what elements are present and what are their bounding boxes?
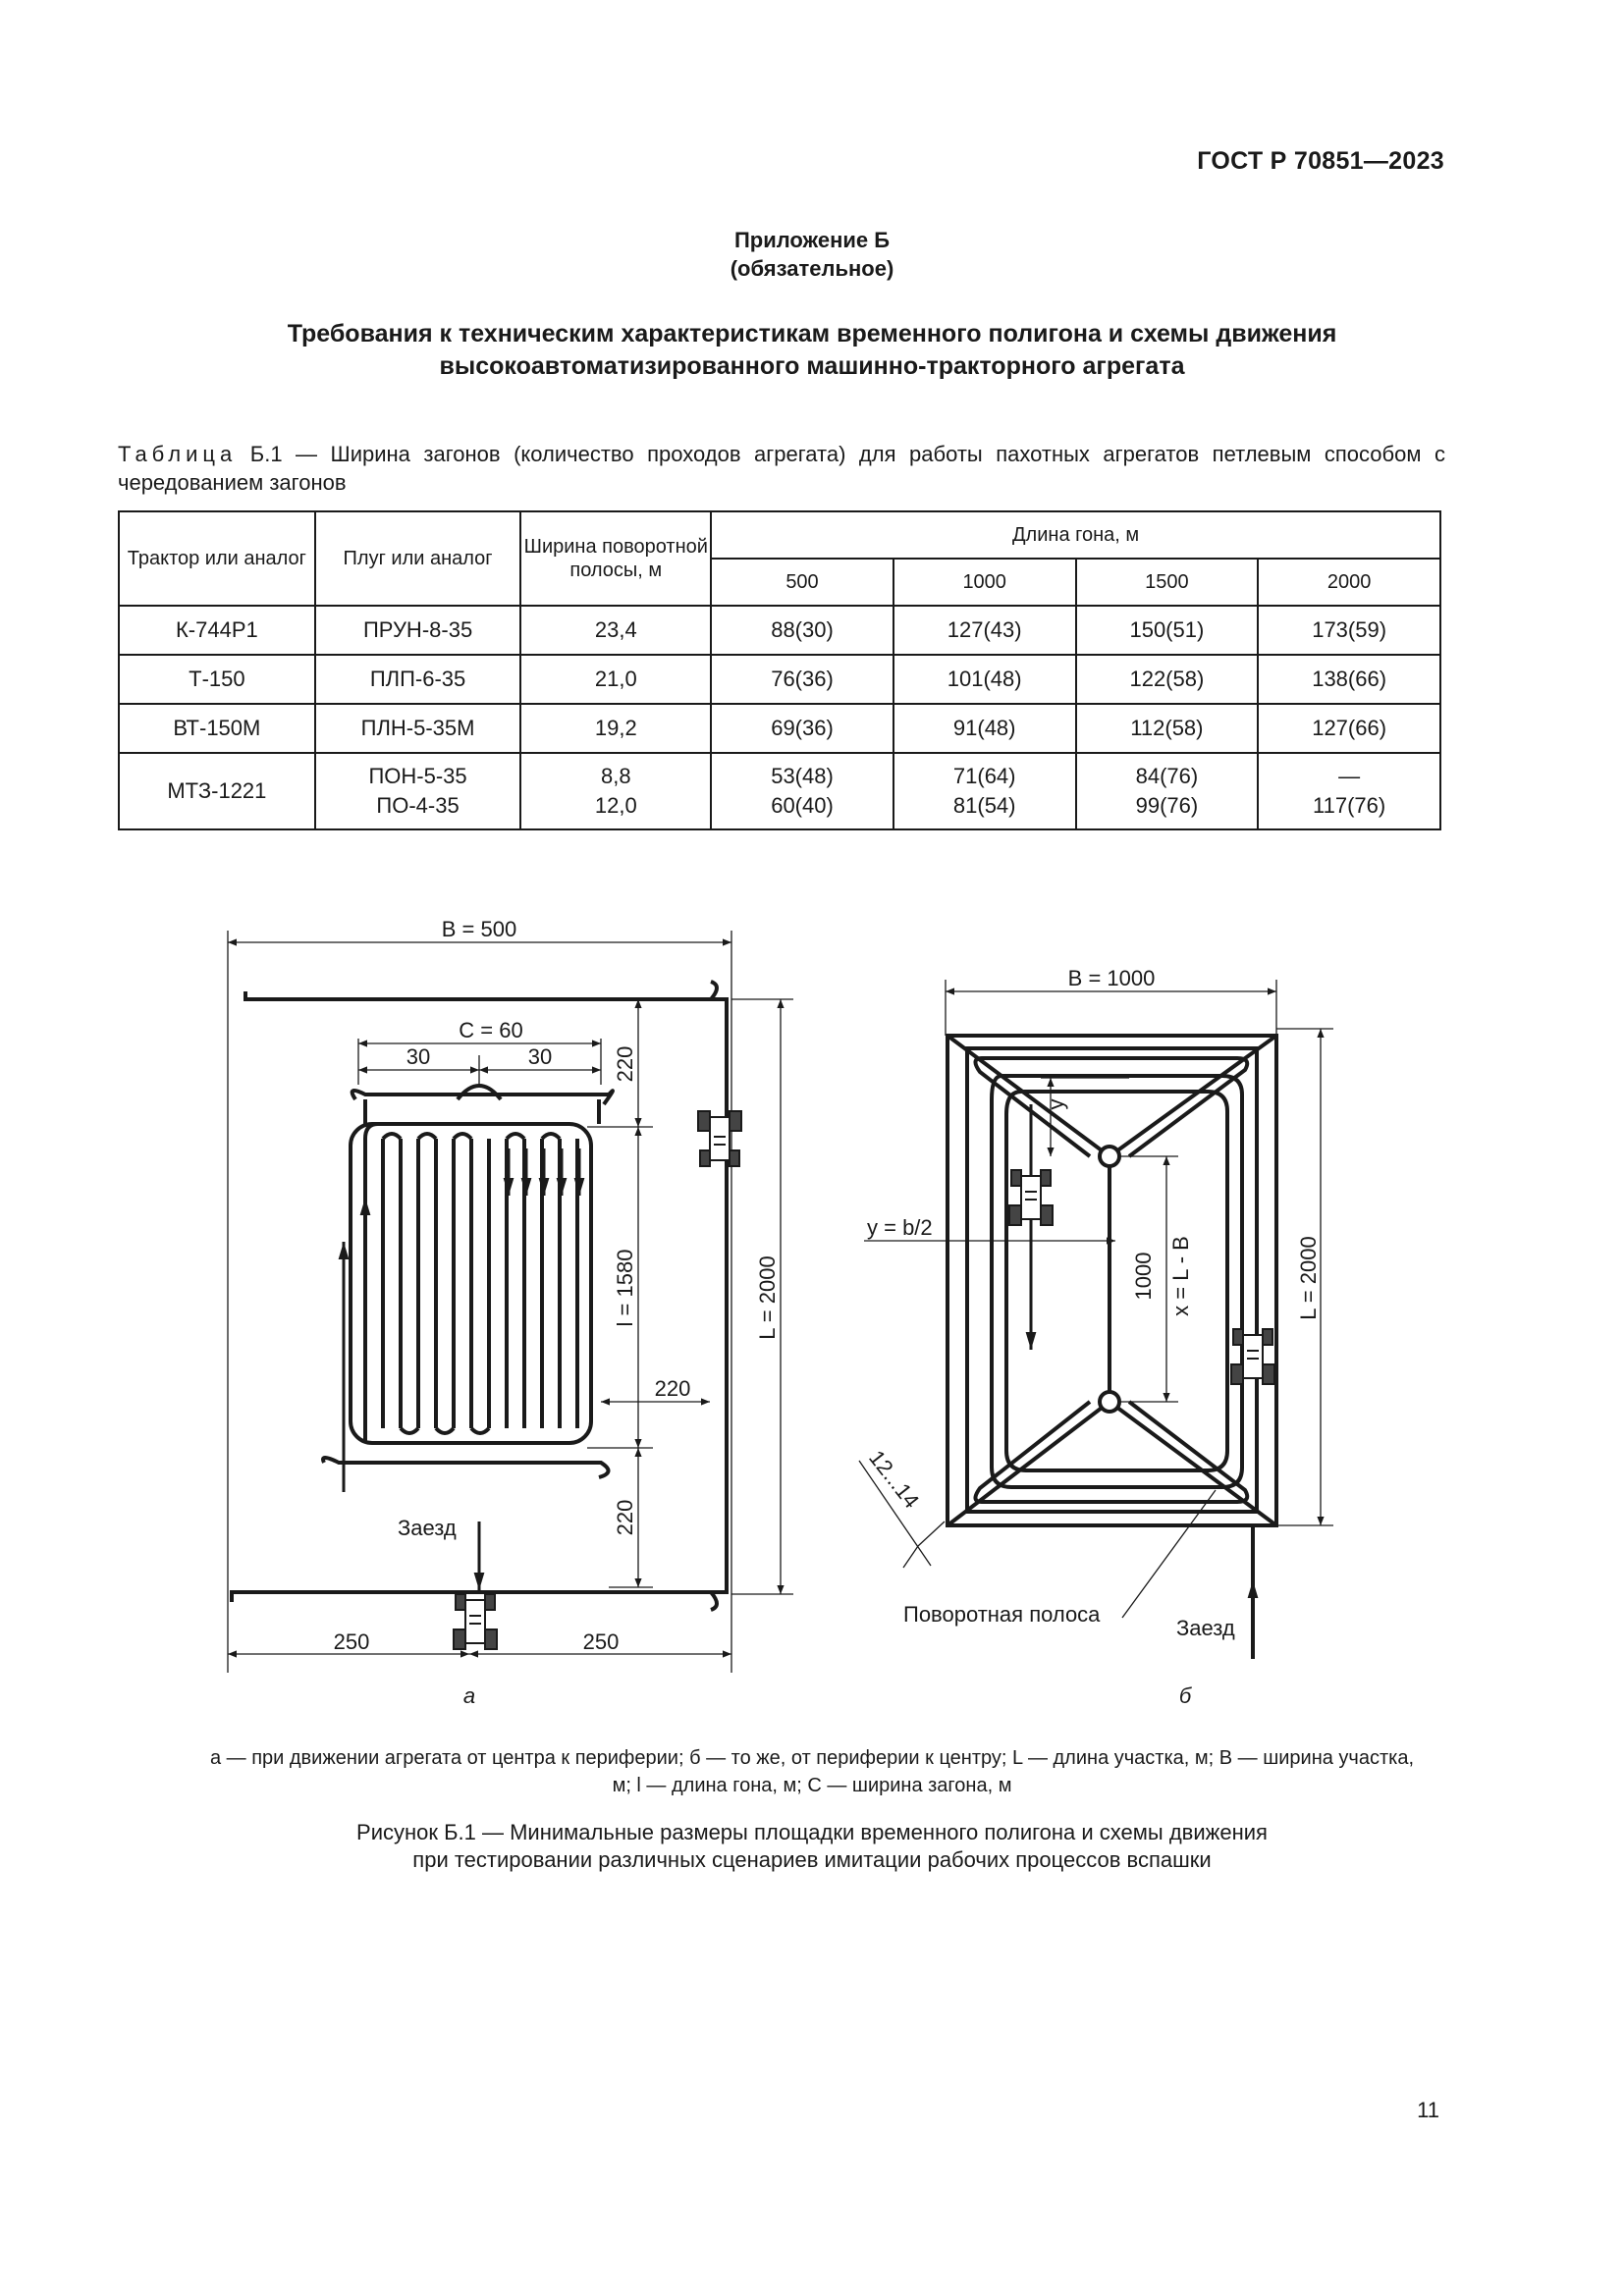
cell-strip: 19,2 [520,704,711,753]
value-line: 84(76) [1135,764,1199,788]
cell-plough [315,753,521,829]
header-length-500: 500 [711,559,893,606]
dim-l-2000: L = 2000 [755,1255,780,1340]
dim-c-half: 30 [406,1044,431,1069]
table-caption-text: Б.1 — Ширина загонов (количество проходов агрегата) для работы пахотных агрегатов петлевым способом с чередованием загонов [118,442,1445,495]
appendix-heading [0,226,1624,283]
header-strip-width: Ширина поворотной полосы, м [520,511,711,606]
cell-value: 127(43) [893,606,1076,655]
field-schemes-figure [0,883,1624,1728]
dim-l-2000: L = 2000 [1296,1236,1321,1320]
table-caption-prefix: Таблица [118,442,238,466]
tractor-icon [1231,1329,1274,1384]
value-line: 60(40) [771,793,834,818]
dim-turn-width: 12...14 [864,1445,925,1514]
scheme-b-label: б [1178,1683,1192,1708]
cell-value: 88(30) [711,606,893,655]
dim-c-half: 30 [527,1044,553,1069]
cell-strip: 23,4 [520,606,711,655]
strip-line: 12,0 [594,793,637,818]
plough-line: ПО-4-35 [376,793,460,818]
appendix-status: (обязательное) [730,256,894,281]
dim-b-1000: B = 1000 [1067,966,1156,990]
turn-strip-label: Поворотная полоса [903,1602,1101,1627]
cell-value [711,753,893,829]
cell-value [1076,753,1259,829]
cell-tractor: Т-150 [119,655,315,704]
table-row [119,655,1440,704]
cell-value: 173(59) [1258,606,1440,655]
dim-y-small: y [1044,1098,1068,1110]
header-plough: Плуг или аналог [315,511,521,606]
section-title-line2: высокоавтоматизированного машинно-тракторного агрегата [439,352,1185,380]
page-number: 11 [1417,2098,1439,2122]
dim-left-250: 250 [333,1629,370,1654]
header-tractor: Трактор или аналог [119,511,315,606]
scheme-a-label: а [462,1683,476,1708]
figure-caption [0,1819,1624,1874]
cell-tractor: ВТ-150М [119,704,315,753]
plough-line: ПОН-5-35 [368,764,467,788]
figure-caption-line2: при тестировании различных сценариев имитации рабочих процессов вспашки [412,1847,1212,1872]
dim-inner-1000: 1000 [1131,1252,1156,1301]
appendix-label: Приложение Б [733,228,891,252]
cell-value: 150(51) [1076,606,1259,655]
cell-value: 112(58) [1076,704,1259,753]
table-caption [118,440,1445,497]
figure-legend [98,1744,1526,1799]
cell-value [1258,753,1440,829]
dim-b-500: B = 500 [441,917,517,941]
cell-plough: ПРУН-8-35 [315,606,521,655]
value-line: — [1338,764,1361,788]
dim-y-half-b: y = b/2 [867,1215,933,1240]
scheme-a [228,917,793,1708]
strip-line: 8,8 [600,764,631,788]
cell-value: 138(66) [1258,655,1440,704]
table-row [119,753,1440,829]
ploughing-table [118,510,1441,830]
tractor-icon [698,1111,741,1166]
dim-c-60: C = 60 [459,1018,523,1042]
header-run-length: Длина гона, м [711,511,1440,559]
cell-value: 101(48) [893,655,1076,704]
header-length-2000: 2000 [1258,559,1440,606]
cell-tractor: МТЗ-1221 [119,753,315,829]
cell-value [893,753,1076,829]
cell-plough: ПЛН-5-35М [315,704,521,753]
cell-value: 91(48) [893,704,1076,753]
cell-value: 76(36) [711,655,893,704]
section-title-line1: Требования к техническим характеристикам временного полигона и схемы движения [287,320,1337,347]
value-line: 71(64) [952,764,1016,788]
dim-mid-strip: 220 [654,1376,691,1401]
tractor-icon [1009,1170,1053,1225]
dim-x: x = L - B [1168,1236,1193,1316]
header-length-1000: 1000 [893,559,1076,606]
legend-line2: м; l — длина гона, м; C — ширина загона, м [612,1775,1012,1796]
cell-tractor: К-744Р1 [119,606,315,655]
legend-line1: а — при движении агрегата от центра к периферии; б — то же, от периферии к центру; L — длина участка, м; B — ширина участка, [209,1747,1415,1769]
cell-strip: 21,0 [520,655,711,704]
cell-strip [520,753,711,829]
scheme-b [859,966,1333,1708]
entry-label: Заезд [398,1516,457,1540]
value-line: 53(48) [771,764,834,788]
tractor-icon [454,1594,497,1649]
cell-value: 122(58) [1076,655,1259,704]
figure-caption-line1: Рисунок Б.1 — Минимальные размеры площадки временного полигона и схемы движения [356,1820,1268,1844]
value-line: 117(76) [1313,793,1386,818]
value-line: 81(54) [952,793,1016,818]
section-title [0,318,1624,383]
cell-value: 127(66) [1258,704,1440,753]
dim-right-250: 250 [582,1629,620,1654]
header-length-1500: 1500 [1076,559,1259,606]
dim-top-strip: 220 [613,1045,637,1083]
dim-run-length: l = 1580 [613,1249,637,1327]
table-row [119,606,1440,655]
standard-number: ГОСТ Р 70851—2023 [1197,147,1444,175]
cell-value: 69(36) [711,704,893,753]
value-line: 99(76) [1135,793,1199,818]
entry-label: Заезд [1176,1616,1235,1640]
table-row [119,704,1440,753]
cell-plough: ПЛП-6-35 [315,655,521,704]
dim-bottom-strip: 220 [613,1499,637,1536]
